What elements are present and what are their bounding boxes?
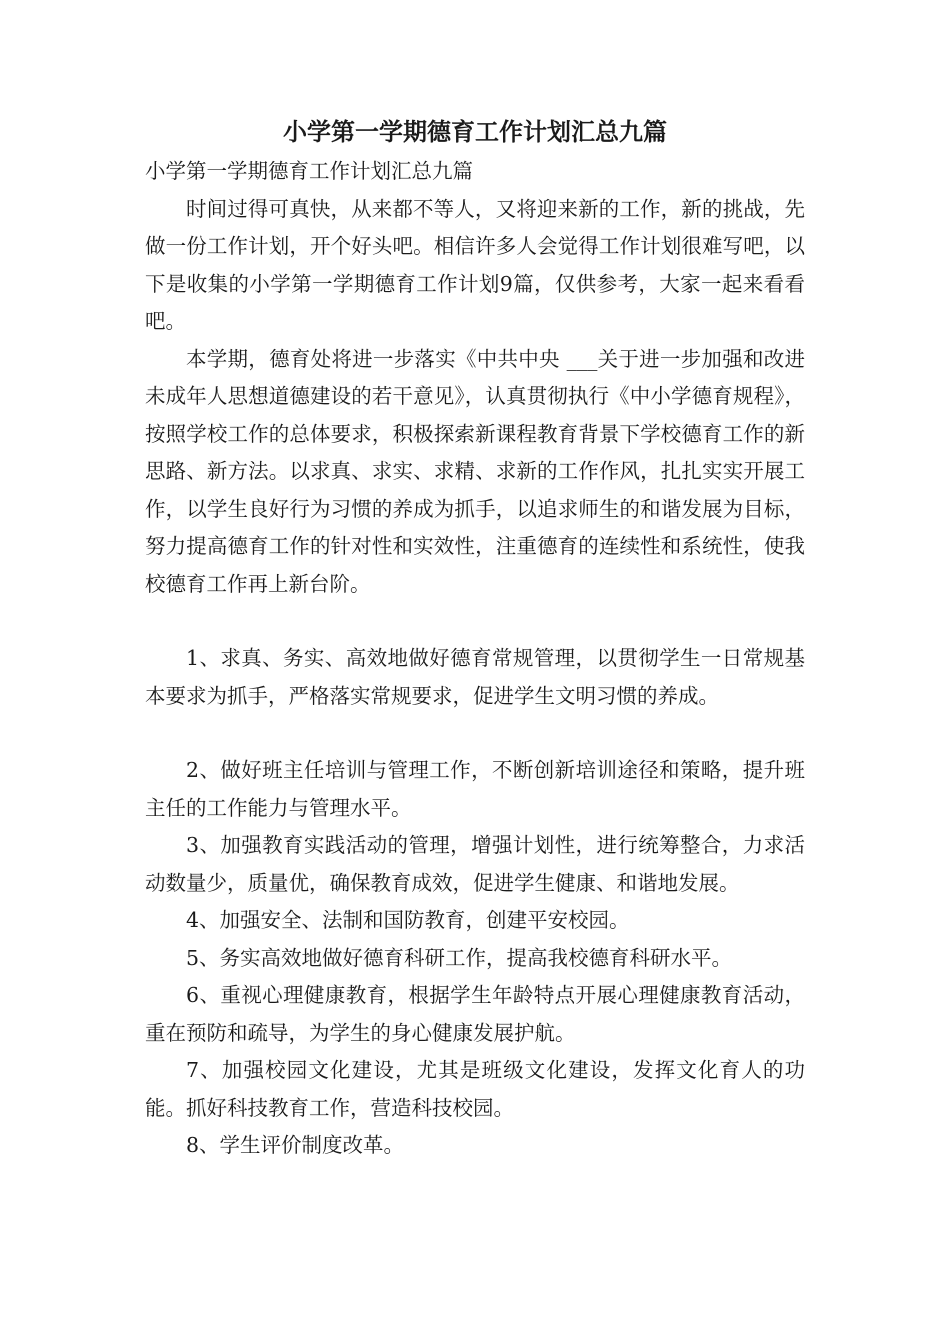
document-title: 小学第一学期德育工作计划汇总九篇 [283,117,667,146]
paragraph-item-1: 1、求真、务实、高效地做好德育常规管理，以贯彻学生一日常规基本要求为抓手，严格落实常规要求，促进学生文明习惯的养成。 [145,646,805,708]
paragraph-intro: 时间过得可真快，从来都不等人，又将迎来新的工作，新的挑战，先做一份工作计划，开个好头吧。相信许多人会觉得工作计划很难写吧，以下是收集的小学第一学期德育工作计划9篇，仅供参考，大家一起来看看吧。 [145,196,805,333]
paragraph-item-4: 4、加强安全、法制和国防教育，创建平安校园。 [186,908,630,932]
paragraph-item-3: 3、加强教育实践活动的管理，增强计划性，进行统筹整合，力求活动数量少，质量优，确保教育成效，促进学生健康、和谐地发展。 [145,833,805,895]
paragraph-item-7: 7、加强校园文化建设，尤其是班级文化建设，发挥文化育人的功能。抓好科技教育工作，营造科技校园。 [145,1058,805,1120]
document-body [145,153,805,1165]
paragraph-item-8: 8、学生评价制度改革。 [186,1133,405,1157]
document-subtitle: 小学第一学期德育工作计划汇总九篇 [145,159,473,183]
paragraph-item-5: 5、务实高效地做好德育科研工作，提高我校德育科研水平。 [186,945,733,970]
paragraph-item-2: 2、做好班主任培训与管理工作，不断创新培训途径和策略，提升班主任的工作能力与管理水平。 [145,758,805,820]
paragraph-semester-plan: 本学期，德育处将进一步落实《中共中央 ___关于进一步加强和改进未成年人思想道德建设的若干意见》，认真贯彻执行《中小学德育规程》，按照学校工作的总体要求，积极探索新课程教育背景下学校德育工作的新思路、新方法。以求真、求实、求精、求新的工作作风，扎扎实实开展工作，以学生良好行为习惯的养成为抓手，以追求师生的和谐发展为目标，努力提高德育工作的针对性和实效性，注重德育的连续性和系统性，使我校德育工作再上新台阶。 [145,346,805,596]
paragraph-item-6: 6、重视心理健康教育，根据学生年龄特点开展心理健康教育活动，重在预防和疏导，为学生的身心健康发展护航。 [145,983,805,1045]
